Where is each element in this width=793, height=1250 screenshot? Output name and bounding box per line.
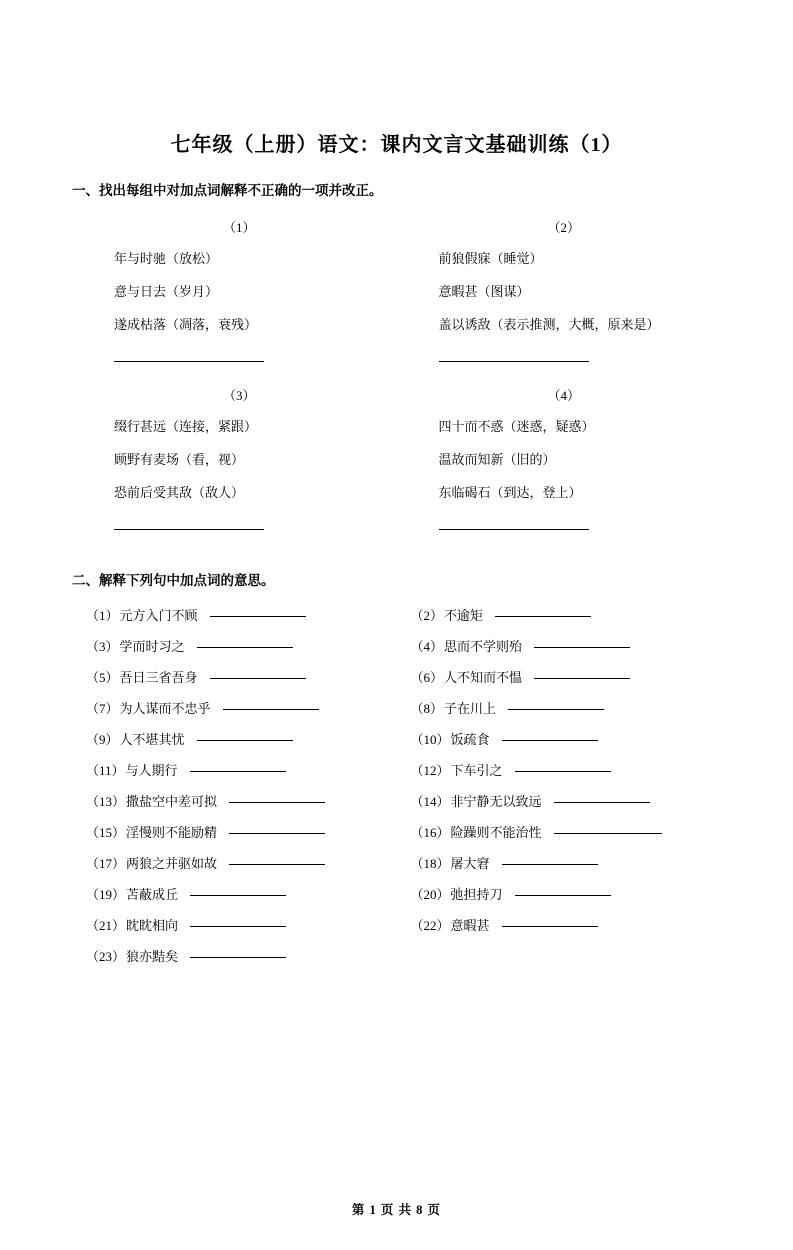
question-item	[72, 785, 397, 816]
group-line: 意与日去（岁月）	[114, 284, 219, 299]
answer-blank[interactable]	[190, 894, 286, 896]
question-number: （22）	[410, 918, 450, 933]
question-item-empty	[397, 940, 722, 971]
group-line: 年与时驰（放松）	[114, 251, 219, 266]
question-number: （21）	[86, 918, 126, 933]
group-line: 恐前后受其敌（敌人）	[114, 485, 245, 500]
question-number: （2）	[410, 608, 444, 623]
question-item	[397, 599, 722, 630]
question-item	[72, 723, 397, 754]
question-text: 下车引之	[450, 763, 503, 778]
answer-blank[interactable]	[223, 708, 319, 710]
answer-blank[interactable]	[439, 528, 589, 530]
question-text: 屠大窘	[450, 856, 490, 871]
group-line: 东临碣石（到达，登上）	[438, 485, 582, 500]
question-item	[72, 692, 397, 723]
question-item	[72, 630, 397, 661]
question-text: 思而不学则殆	[444, 639, 523, 654]
question-text: 两狼之并驱如故	[126, 856, 218, 871]
question-number: （7）	[86, 701, 119, 716]
question-item	[72, 816, 397, 847]
answer-blank[interactable]	[515, 894, 611, 896]
question-number: （10）	[410, 732, 450, 747]
question-number: （6）	[410, 670, 444, 685]
question-item	[397, 692, 722, 723]
group-line: 遂成枯落（凋落，衰残）	[114, 317, 258, 332]
question-text: 撒盐空中差可拟	[126, 794, 218, 809]
question-item	[397, 816, 722, 847]
answer-blank[interactable]	[210, 615, 306, 617]
answer-blank[interactable]	[190, 956, 286, 958]
question-text: 苫蔽成丘	[126, 887, 179, 902]
question-text: 险躁则不能治性	[450, 825, 542, 840]
question-text: 人不知而不愠	[444, 670, 523, 685]
question-number: （15）	[86, 825, 126, 840]
answer-blank[interactable]	[229, 832, 325, 834]
group-line: 意暇甚（图谋）	[438, 284, 530, 299]
answer-blank[interactable]	[197, 646, 293, 648]
question-number: （16）	[410, 825, 450, 840]
question-number: （20）	[410, 887, 450, 902]
answer-blank[interactable]	[114, 528, 264, 530]
question-item	[72, 909, 397, 940]
group-line: 顾野有麦场（看，视）	[114, 452, 245, 467]
question-number: （1）	[86, 608, 119, 623]
group-line: 缀行甚远（连接，紧跟）	[114, 419, 258, 434]
answer-blank-row	[72, 349, 397, 367]
question-number: （11）	[86, 763, 125, 778]
answer-blank[interactable]	[502, 925, 598, 927]
answer-blank[interactable]	[508, 708, 604, 710]
group-line: 盖以诱敌（表示推测，大概，原来是）	[438, 317, 660, 332]
question-text: 非宁静无以致远	[450, 794, 542, 809]
question-text: 为人谋而不忠乎	[119, 701, 211, 716]
answer-blank[interactable]	[495, 615, 591, 617]
question-item	[397, 909, 722, 940]
question-item	[72, 940, 397, 971]
question-text: 淫慢则不能励精	[126, 825, 218, 840]
question-text: 饭疏食	[450, 732, 490, 747]
question-text: 人不堪其忧	[119, 732, 185, 747]
group-line: 四十而不惑（迷惑，疑惑）	[438, 419, 595, 434]
answer-blank-row	[397, 349, 722, 367]
question-number: （13）	[86, 794, 126, 809]
question-text: 吾日三省吾身	[119, 670, 198, 685]
question-number: （12）	[410, 763, 450, 778]
group-line: 温故而知新（旧的）	[438, 452, 556, 467]
answer-blank[interactable]	[502, 863, 598, 865]
section-one-groups	[72, 203, 721, 539]
answer-blank[interactable]	[502, 739, 598, 741]
question-number: （19）	[86, 887, 126, 902]
answer-blank[interactable]	[190, 925, 286, 927]
question-item	[72, 661, 397, 692]
question-item	[397, 661, 722, 692]
answer-blank[interactable]	[114, 360, 264, 362]
document-page	[0, 128, 793, 1250]
answer-blank[interactable]	[554, 832, 662, 834]
answer-blank[interactable]	[554, 801, 650, 803]
question-item	[72, 847, 397, 878]
question-item	[397, 878, 722, 909]
question-number: （17）	[86, 856, 126, 871]
question-item	[397, 785, 722, 816]
answer-blank[interactable]	[515, 770, 611, 772]
question-text: 与人期行	[125, 763, 178, 778]
question-text: 意暇甚	[450, 918, 490, 933]
answer-blank[interactable]	[534, 646, 630, 648]
group-2	[397, 203, 722, 371]
group-1	[72, 203, 397, 371]
section-one-heading: 一、找出每组中对加点词解释不正确的一项并改正。	[72, 183, 383, 198]
answer-blank[interactable]	[439, 360, 589, 362]
answer-blank[interactable]	[190, 770, 286, 772]
answer-blank[interactable]	[197, 739, 293, 741]
question-number: （3）	[86, 639, 119, 654]
page-title: 七年级（上册）语文：课内文言文基础训练（1）	[170, 134, 623, 156]
answer-blank[interactable]	[534, 677, 630, 679]
question-item	[397, 754, 722, 785]
question-text: 元方入门不顾	[119, 608, 198, 623]
question-item	[397, 723, 722, 754]
question-text: 不逾矩	[444, 608, 484, 623]
group-3	[72, 371, 397, 539]
question-text: 学而时习之	[119, 639, 185, 654]
question-item	[72, 754, 397, 785]
answer-blank[interactable]	[229, 863, 325, 865]
answer-blank[interactable]	[229, 801, 325, 803]
question-number: （5）	[86, 670, 119, 685]
group-number: （3）	[222, 388, 256, 403]
group-number: （2）	[547, 220, 580, 235]
question-number: （4）	[410, 639, 444, 654]
question-number: （18）	[410, 856, 450, 871]
question-number: （8）	[410, 701, 444, 716]
group-number: （1）	[222, 220, 256, 235]
answer-blank[interactable]	[210, 677, 306, 679]
page-footer: 第 1 页 共 8 页	[351, 1203, 442, 1217]
group-4	[397, 371, 722, 539]
section-two-items	[72, 599, 721, 971]
section-two-heading: 二、解释下列句中加点词的意思。	[72, 573, 275, 588]
question-number: （9）	[86, 732, 119, 747]
question-text: 狼亦黠矣	[126, 949, 179, 964]
question-item	[397, 847, 722, 878]
group-number: （4）	[547, 388, 580, 403]
question-text: 子在川上	[444, 701, 497, 716]
question-item	[72, 878, 397, 909]
question-text: 眈眈相向	[126, 918, 179, 933]
question-text: 弛担持刀	[450, 887, 503, 902]
answer-blank-row	[397, 517, 722, 535]
group-line: 前狼假寐（睡觉）	[438, 251, 543, 266]
answer-blank-row	[72, 517, 397, 535]
question-number: （14）	[410, 794, 450, 809]
question-item	[72, 599, 397, 630]
question-number: （23）	[86, 949, 126, 964]
question-item	[397, 630, 722, 661]
